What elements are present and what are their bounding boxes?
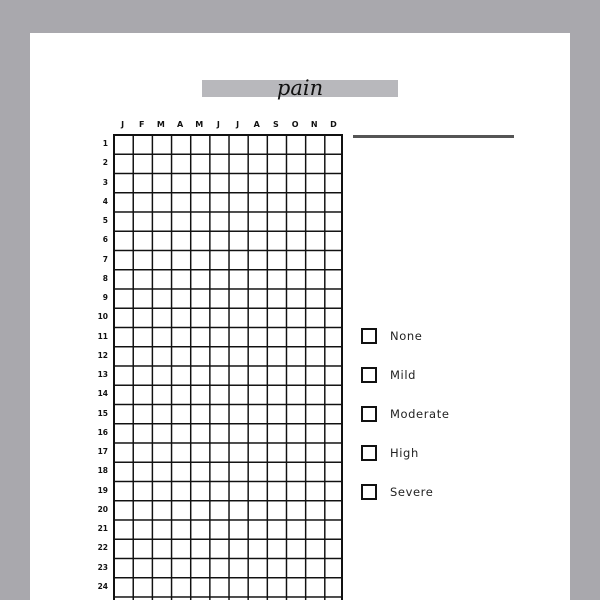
day-label: 2 (102, 158, 108, 168)
month-label: M (195, 120, 204, 129)
checkbox-severe[interactable] (361, 484, 377, 500)
legend-item-none[interactable] (361, 328, 541, 346)
legend-item-moderate[interactable] (361, 406, 541, 424)
checkbox-moderate[interactable] (361, 406, 377, 422)
tracker-grid[interactable] (113, 134, 343, 600)
checkbox-high[interactable] (361, 445, 377, 461)
checkbox-mild[interactable] (361, 367, 377, 383)
checkbox-none[interactable] (361, 328, 377, 344)
day-label: 11 (97, 331, 108, 341)
day-label: 15 (97, 408, 108, 418)
month-label: J (216, 120, 220, 129)
month-header-row (113, 118, 343, 132)
day-label: 9 (102, 293, 108, 302)
day-label: 17 (97, 447, 108, 456)
day-label: 23 (97, 562, 108, 572)
day-label: 18 (97, 466, 108, 476)
day-label: 16 (97, 427, 108, 437)
day-label: 14 (97, 389, 108, 399)
day-label: 19 (97, 485, 108, 495)
legend-label-moderate: Moderate (390, 407, 450, 421)
day-label: 8 (102, 273, 108, 283)
notes-line (353, 135, 514, 138)
day-label: 3 (102, 177, 108, 187)
month-label: J (236, 120, 240, 129)
day-label: 13 (97, 370, 108, 379)
legend-label-severe: Severe (390, 485, 434, 499)
month-label: F (139, 120, 145, 129)
legend-label-mild: Mild (390, 368, 417, 382)
legend-label-none: None (390, 329, 423, 343)
tracker-page (30, 33, 570, 600)
day-label: 24 (97, 581, 108, 591)
day-label: 6 (102, 235, 108, 245)
month-label: O (291, 120, 299, 129)
month-label: M (156, 120, 165, 129)
day-label: 20 (97, 504, 108, 514)
day-label: 1 (102, 139, 108, 148)
day-number-column (90, 134, 110, 600)
day-label: 5 (102, 216, 108, 225)
month-label: S (273, 120, 279, 129)
day-label: 7 (102, 254, 108, 264)
month-label: N (310, 120, 318, 129)
legend-label-high: High (390, 446, 419, 460)
month-label: A (176, 120, 184, 129)
legend-item-high[interactable] (361, 445, 541, 463)
month-label: J (121, 120, 125, 129)
day-label: 12 (97, 350, 108, 360)
day-label: 21 (97, 524, 108, 533)
day-label: 10 (97, 312, 108, 322)
month-label: A (253, 120, 260, 129)
day-label: 22 (97, 543, 108, 553)
legend-item-severe[interactable] (361, 484, 541, 502)
day-label: 4 (102, 196, 108, 206)
page-title: pain (276, 76, 324, 100)
month-label: D (330, 120, 337, 129)
legend-item-mild[interactable] (361, 367, 541, 385)
